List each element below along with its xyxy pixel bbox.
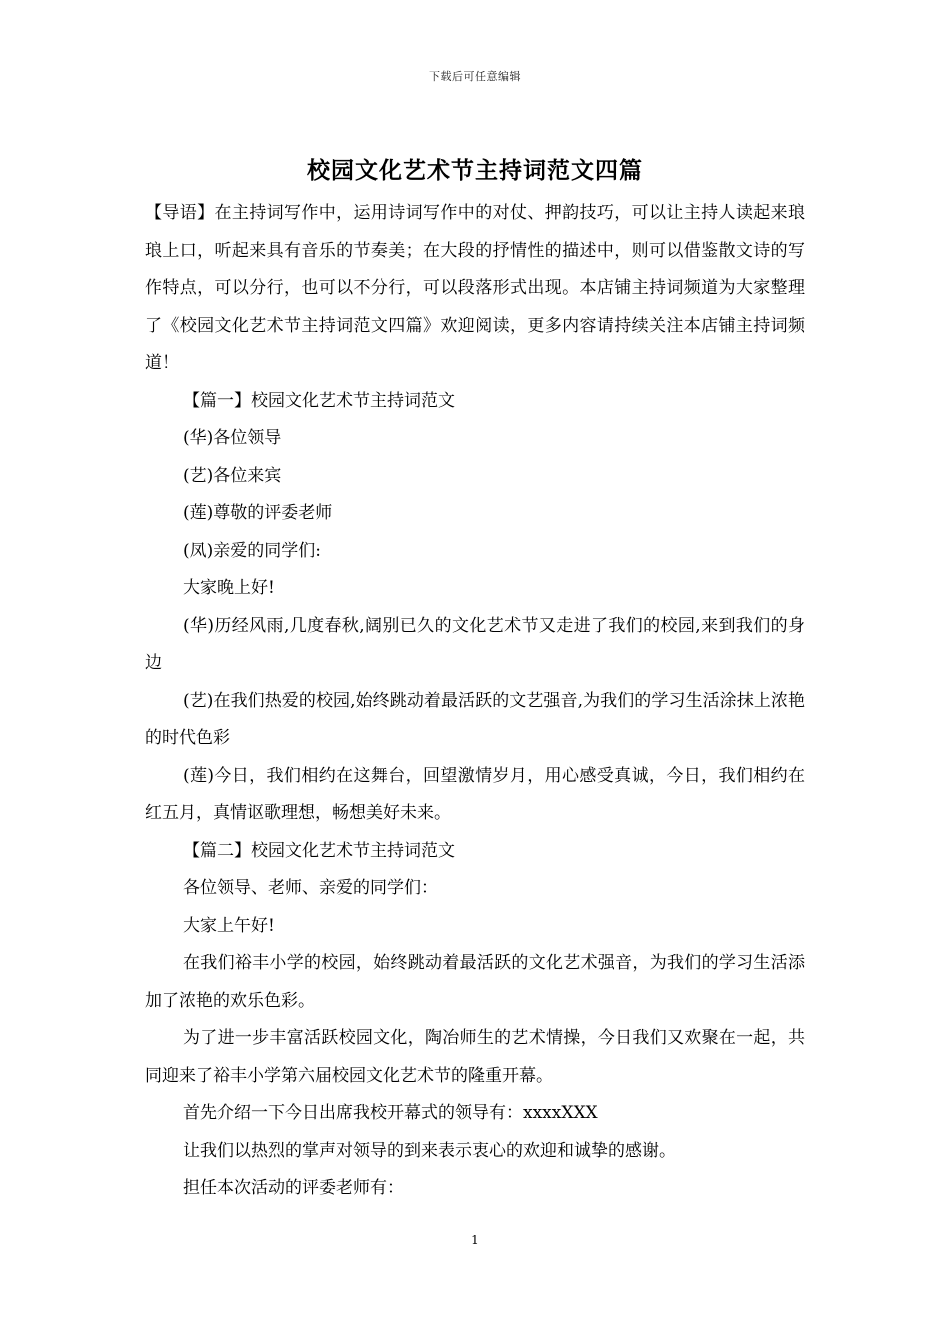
body-paragraph: 首先介绍一下今日出席我校开幕式的领导有：xxxxXXX xyxy=(183,1103,598,1123)
body-paragraph: (凤)亲爱的同学们: xyxy=(183,540,321,561)
body-paragraph: (华)历经风雨,几度春秋,阔别已久的文化艺术节又走进了我们的校园,来到我们的身边 xyxy=(145,615,805,673)
body-paragraph: 为了进一步丰富活跃校园文化，陶冶师生的艺术情操，今日我们又欢聚在一起，共同迎来了裕丰小学第六届校园文化艺术节的隆重开幕。 xyxy=(145,1028,805,1086)
body-paragraph: (莲)今日，我们相约在这舞台，回望激情岁月，用心感受真诚，今日，我们相约在红五月，真情讴歌理想，畅想美好未来。 xyxy=(145,765,805,823)
body-paragraph: 各位领导、老师、亲爱的同学们： xyxy=(183,878,438,898)
page-number: 1 xyxy=(471,1233,479,1247)
body-paragraph: 让我们以热烈的掌声对领导的到来表示衷心的欢迎和诚挚的感谢。 xyxy=(183,1140,676,1161)
intro-paragraph: 【导语】在主持词写作中，运用诗词写作中的对仗、押韵技巧，可以让主持人读起来琅琅上口，听起来具有音乐的节奏美；在大段的抒情性的描述中，则可以借鉴散文诗的写作特点，可以分行，也可以不分行，可以段落形式出现。本店铺主持词频道为大家整理了《校园文化艺术节主持词范文四篇》欢迎阅读，更多内容请持续关注本店铺主持词频道！ xyxy=(145,203,805,373)
body-paragraph: (艺)各位来宾 xyxy=(183,465,282,486)
body-paragraph: 担任本次活动的评委老师有： xyxy=(183,1178,404,1198)
section-heading: 【篇二】校园文化艺术节主持词范文 xyxy=(183,840,455,861)
body-paragraph: 大家晚上好! xyxy=(183,578,275,598)
document-title: 校园文化艺术节主持词范文四篇 xyxy=(307,157,643,184)
page-header-note: 下载后可任意编辑 xyxy=(429,70,521,83)
body-paragraph: (艺)在我们热爱的校园,始终跳动着最活跃的文艺强音,为我们的学习生活涂抹上浓艳的时代色彩 xyxy=(145,690,805,748)
body-paragraph: 在我们裕丰小学的校园，始终跳动着最活跃的文化艺术强音，为我们的学习生活添加了浓艳的欢乐色彩。 xyxy=(145,953,805,1011)
body-paragraph: (华)各位领导 xyxy=(183,428,282,448)
body-paragraph: (莲)尊敬的评委老师 xyxy=(183,503,333,523)
body-paragraph: 大家上午好! xyxy=(183,915,275,936)
document-body xyxy=(145,195,805,1208)
section-heading: 【篇一】校园文化艺术节主持词范文 xyxy=(183,390,455,411)
